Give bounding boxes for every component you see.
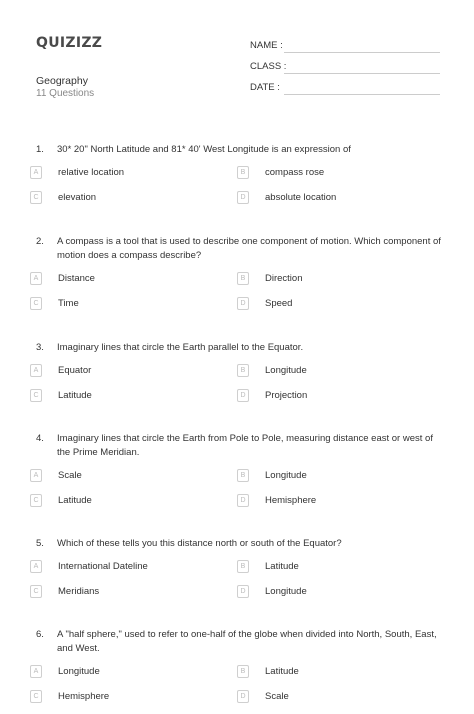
option-letter-box: C [30,191,42,204]
question-text [0,537,474,551]
question-number: 1. [36,143,44,157]
question-number: 2. [36,235,44,249]
option-letter-box: A [30,469,42,482]
option-letter-box: B [237,272,249,285]
option-letter-box: D [237,690,249,703]
option-text: absolute location [265,192,336,203]
option-text: Speed [265,298,292,309]
option-text: Distance [58,273,95,284]
class-field-line [284,73,440,74]
question-text [0,235,474,263]
question-6 [0,628,474,714]
name-field-label: NAME : [250,40,283,51]
option-row [0,272,474,297]
option-letter-box: A [30,364,42,377]
option-letter-box: C [30,585,42,598]
option-letter-box: B [237,665,249,678]
option-text: Time [58,298,79,309]
option-row [0,494,474,519]
answer-options [0,272,474,321]
option-text: Direction [265,273,303,284]
option-row [0,364,474,389]
question-number: 5. [36,537,44,551]
question-number: 4. [36,432,44,446]
answer-options [0,665,474,714]
option-text: Hemisphere [58,691,109,702]
question-prompt: Imaginary lines that circle the Earth parallel to the Equator. [57,342,303,353]
option-text: Longitude [265,365,307,376]
option-letter-box: A [30,665,42,678]
option-row [0,166,474,191]
option-text: Hemisphere [265,495,316,506]
name-field[interactable] [250,38,440,59]
student-info-fields [250,38,440,101]
question-text [0,628,474,656]
quizizz-logo: QUIZIZZ [36,35,102,51]
option-row [0,297,474,322]
option-letter-box: B [237,166,249,179]
answer-options [0,560,474,609]
option-letter-box: C [30,494,42,507]
option-row [0,665,474,690]
option-text: Latitude [265,561,299,572]
option-text: Longitude [58,666,100,677]
option-text: Meridians [58,586,99,597]
question-number: 6. [36,628,44,642]
option-letter-box: D [237,297,249,310]
option-text: Equator [58,365,91,376]
option-letter-box: C [30,389,42,402]
class-field[interactable] [250,59,440,80]
option-row [0,469,474,494]
option-row [0,191,474,216]
option-text: Longitude [265,586,307,597]
option-letter-box: B [237,364,249,377]
option-text: Latitude [58,495,92,506]
option-row [0,690,474,714]
option-letter-box: C [30,690,42,703]
option-text: compass rose [265,167,324,178]
question-text [0,143,474,157]
question-count: 11 Questions [36,88,94,99]
answer-options [0,469,474,518]
question-text [0,432,474,460]
answer-options [0,364,474,413]
question-2 [0,235,474,321]
option-letter-box: A [30,272,42,285]
name-field-line [284,52,440,53]
question-number: 3. [36,341,44,355]
question-prompt: Which of these tells you this distance north or south of the Equator? [57,538,342,549]
option-text: Longitude [265,470,307,481]
option-text: Latitude [265,666,299,677]
option-letter-box: D [237,585,249,598]
class-field-label: CLASS : [250,61,286,72]
question-prompt: Imaginary lines that circle the Earth from Pole to Pole, measuring distance east or west of the Prime Meridian. [57,433,433,458]
question-prompt: A "half sphere," used to refer to one-half of the globe when divided into North, South, East, and West. [57,629,437,654]
option-letter-box: B [237,560,249,573]
option-text: relative location [58,167,124,178]
option-letter-box: A [30,166,42,179]
option-letter-box: C [30,297,42,310]
date-field[interactable] [250,80,440,101]
worksheet-header [0,0,474,120]
option-row [0,389,474,414]
question-text [0,341,474,355]
option-text: Latitude [58,390,92,401]
option-text: Scale [265,691,289,702]
question-prompt: 30* 20" North Latitude and 81* 40' West Longitude is an expression of [57,144,351,155]
worksheet-subject: Geography [36,75,88,87]
option-text: International Dateline [58,561,148,572]
date-field-label: DATE : [250,82,280,93]
date-field-line [284,94,440,95]
question-3 [0,341,474,413]
option-letter-box: D [237,389,249,402]
option-text: Scale [58,470,82,481]
question-prompt: A compass is a tool that is used to describe one component of motion. Which component of motion does a compass describe? [57,236,441,261]
answer-options [0,166,474,215]
option-row [0,585,474,610]
option-letter-box: D [237,494,249,507]
option-row [0,560,474,585]
question-1 [0,143,474,215]
option-text: Projection [265,390,307,401]
question-5 [0,537,474,609]
option-letter-box: B [237,469,249,482]
option-text: elevation [58,192,96,203]
option-letter-box: D [237,191,249,204]
question-4 [0,432,474,518]
option-letter-box: A [30,560,42,573]
question-list [0,143,474,714]
